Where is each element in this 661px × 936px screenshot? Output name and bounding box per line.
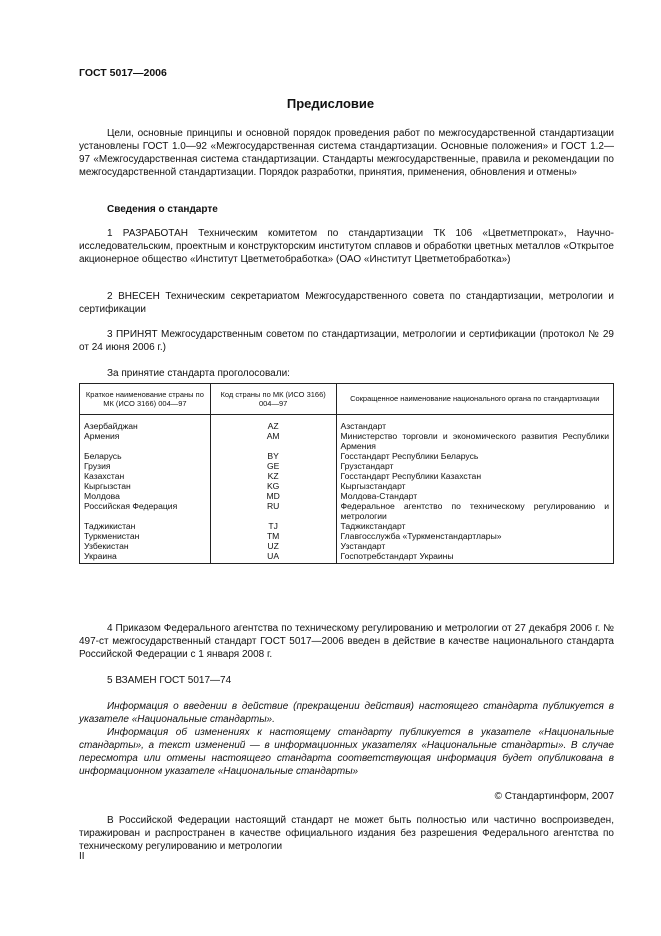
note-1-paragraph: Информация о введении в действие (прекращении действия) настоящего стандарта публикуется в указателе «Национальные стандарты». — [79, 701, 614, 725]
country-cell: Узбекистан — [80, 541, 211, 551]
code-cell: RU — [210, 501, 336, 521]
rights-paragraph: В Российской Федерации настоящий стандарт не может быть полностью или частично воспроизведен, тиражирован и распространен в качестве официального издания без разрешения Федерального агентства по техническому регулированию и метрологии — [79, 815, 614, 852]
item-2-paragraph: 2 ВНЕСЕН Техническим секретариатом Межгосударственного совета по стандартизации, метрологии и сертификации — [79, 291, 614, 315]
item-3-paragraph: 3 ПРИНЯТ Межгосударственным советом по стандартизации, метрологии и сертификации (протокол № 29 от 24 июня 2006 г.) — [79, 329, 614, 353]
table-row — [80, 461, 614, 471]
code-cell: TJ — [210, 521, 336, 531]
country-cell: Армения — [80, 431, 211, 451]
code-cell: KZ — [210, 471, 336, 481]
code-cell: BY — [210, 451, 336, 461]
body-cell: Главгосслужба «Туркменстандартлары» — [336, 531, 614, 541]
body-cell: Азстандарт — [336, 415, 614, 432]
body-cell: Госпотребстандарт Украины — [336, 551, 614, 564]
item-5-paragraph: 5 ВЗАМЕН ГОСТ 5017—74 — [107, 675, 232, 686]
table-row — [80, 501, 614, 521]
body-cell: Федеральное агентство по техническому регулированию и метрологии — [336, 501, 614, 521]
document-header: ГОСТ 5017—2006 — [79, 67, 167, 79]
country-cell: Беларусь — [80, 451, 211, 461]
country-cell: Российская Федерация — [80, 501, 211, 521]
body-cell: Госстандарт Республики Беларусь — [336, 451, 614, 461]
body-cell: Таджикстандарт — [336, 521, 614, 531]
voting-table — [79, 383, 614, 564]
code-cell: KG — [210, 481, 336, 491]
table-row — [80, 531, 614, 541]
code-cell: UZ — [210, 541, 336, 551]
item-4-paragraph: 4 Приказом Федерального агентства по техническому регулированию и метрологии от 27 декабря 2006 г. № 497-ст межгосударственный стандарт ГОСТ 5017—2006 введен в действие в качестве национального стандарта Российской Федерации с 1 января 2008 г. — [79, 623, 614, 660]
body-cell: Грузстандарт — [336, 461, 614, 471]
item-1-paragraph: 1 РАЗРАБОТАН Техническим комитетом по стандартизации ТК 106 «Цветметпрокат», Научно-исследовательским, проектным и конструкторским институтом сплавов и обработки цветных металлов «Открытое акционерное общество «Институт Цветметобработка» (ОАО «Институт Цветметобработка») — [79, 228, 614, 265]
table-header-row — [80, 384, 614, 415]
country-cell: Кыргызстан — [80, 481, 211, 491]
code-cell: GE — [210, 461, 336, 471]
country-cell: Казахстан — [80, 471, 211, 481]
body-cell: Министерство торговли и экономического развития Республики Армения — [336, 431, 614, 451]
table-header-country: Краткое наименование страны по МК (ИСО 3166) 004—97 — [80, 384, 211, 415]
country-cell: Таджикистан — [80, 521, 211, 531]
table-row — [80, 541, 614, 551]
country-cell: Туркменистан — [80, 531, 211, 541]
body-cell: Молдова-Стандарт — [336, 491, 614, 501]
table-row — [80, 521, 614, 531]
body-cell: Узстандарт — [336, 541, 614, 551]
table-row — [80, 451, 614, 461]
code-cell: UA — [210, 551, 336, 564]
info-heading: Сведения о стандарте — [107, 204, 218, 215]
country-cell: Азербайджан — [80, 415, 211, 432]
code-cell: AM — [210, 431, 336, 451]
intro-paragraph: Цели, основные принципы и основной порядок проведения работ по межгосударственной стандартизации установлены ГОСТ 1.0—92 «Межгосударственная система стандартизации. Основные положения» и ГОСТ 1.2—97 «Межгосударственная система стандартизации. Стандарты межгосударственные, правила и рекомендации по межгосударственной стандартизации. Порядок разработки, принятия, применения, обновления и отмены» — [79, 128, 614, 178]
table-header-code: Код страны по МК (ИСО 3166) 004—97 — [210, 384, 336, 415]
page-title: Предисловие — [286, 96, 375, 111]
table-row — [80, 431, 614, 451]
code-cell: TM — [210, 531, 336, 541]
code-cell: AZ — [210, 415, 336, 432]
country-cell: Украина — [80, 551, 211, 564]
vote-intro: За принятие стандарта проголосовали: — [107, 368, 290, 379]
body-cell: Госстандарт Республики Казахстан — [336, 471, 614, 481]
code-cell: MD — [210, 491, 336, 501]
table-row — [80, 471, 614, 481]
table-row — [80, 415, 614, 432]
table-row — [80, 481, 614, 491]
country-cell: Грузия — [80, 461, 211, 471]
table-row — [80, 491, 614, 501]
body-cell: Кыргызстандарт — [336, 481, 614, 491]
table-row — [80, 551, 614, 564]
page-number: II — [79, 851, 85, 862]
table-header-body: Сокращенное наименование национального органа по стандартизации — [336, 384, 614, 415]
copyright: © Стандартинформ, 2007 — [494, 791, 614, 802]
note-2-paragraph: Информация об изменениях к настоящему стандарту публикуется в указателе «Национальные стандарты», а текст изменений — в информационных указателях «Национальные стандарты». В случае пересмотра или отмены настоящего стандарта соответствующая информация будет опубликована в информационном указателе «Национальные стандарты» — [79, 727, 614, 777]
country-cell: Молдова — [80, 491, 211, 501]
